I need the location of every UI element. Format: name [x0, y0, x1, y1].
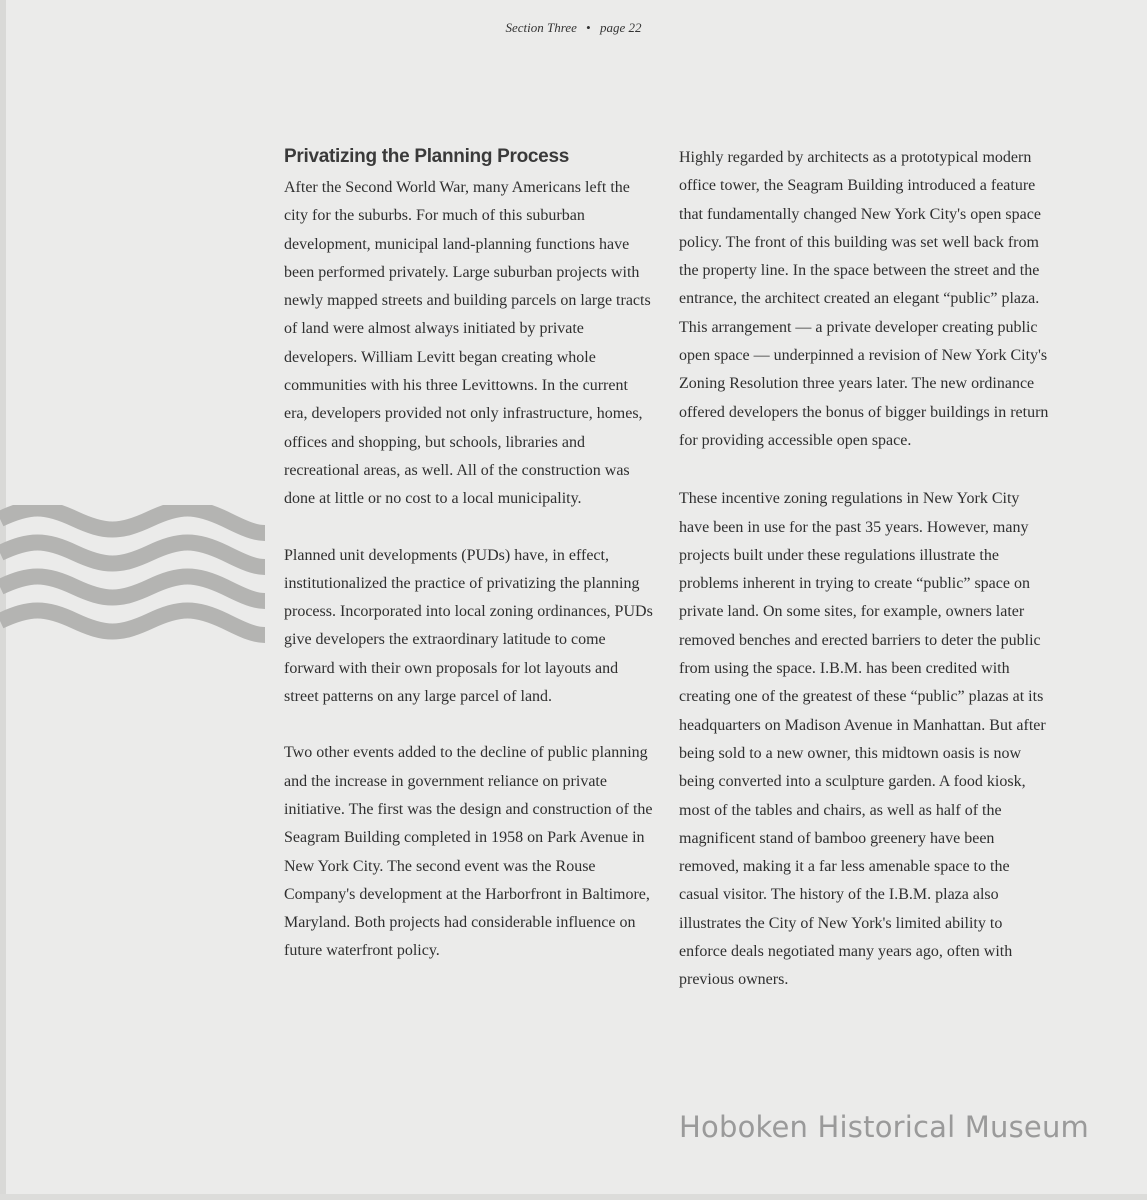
- section-heading: Privatizing the Planning Process: [284, 146, 569, 167]
- separator-bullet: •: [586, 20, 591, 35]
- wave-line: [0, 577, 265, 602]
- right-column: [679, 144, 1049, 995]
- section-label: Section Three: [505, 20, 577, 35]
- left-column: [284, 146, 654, 966]
- wave-line: [0, 611, 265, 636]
- wave-line: [0, 543, 265, 568]
- page-bottom-edge: [0, 1194, 1147, 1200]
- body-paragraph: These incentive zoning regulations in New York City have been in use for the past 35 years. However, many projects built under these regulations illustrate the problems inherent in trying to create “public” space on private land. On some sites, for example, owners later removed benches and erected barriers to deter the public from using the space. I.B.M. has been credited with creating one of the greatest of these “public” plazas at its headquarters on Madison Avenue in Manhattan. But after being sold to a new owner, this midtown oasis is now being converted into a sculpture garden. A food kiosk, most of the tables and chairs, as well as half of the magnificent stand of bamboo greenery have been removed, making it a far less amenable space to the casual visitor. The history of the I.B.M. plaza also illustrates the City of New York's limited ability to enforce deals negotiated many years ago, often with previous owners.: [679, 490, 1046, 989]
- museum-watermark: Hoboken Historical Museum: [679, 1110, 1089, 1144]
- page-number: page 22: [599, 20, 642, 35]
- wave-line: [0, 509, 265, 534]
- running-head: [0, 20, 1147, 36]
- body-paragraph: Two other events added to the decline of public planning and the increase in government reliance on private initiative. The first was the design and construction of the Seagram Building completed in 1958 on Park Avenue in New York City. The second event was the Rouse Company's development at the Harborfront in Baltimore, Maryland. Both projects had considerable influence on future waterfront policy.: [284, 744, 653, 960]
- body-paragraph: Highly regarded by architects as a prototypical modern office tower, the Seagram Building introduced a feature that fundamentally changed New York City's open space policy. The front of this building was set well back from the property line. In the space between the street and the entrance, the architect created an elegant “public” plaza. This arrangement — a private developer creating public open space — underpinned a revision of New York City's Zoning Resolution three years later. The new ordinance offered developers the bonus of bigger buildings in return for providing accessible open space.: [679, 149, 1049, 449]
- body-paragraph: After the Second World War, many Americans left the city for the suburbs. For much of this suburban development, municipal land-planning functions have been performed privately. Large suburban projects with newly mapped streets and building parcels on large tracts of land were almost always initiated by private developers. William Levitt began creating whole communities with his three Levittowns. In the current era, developers provided not only infrastructure, homes, offices and shopping, but schools, libraries and recreational areas, as well. All of the construction was done at little or no cost to a local municipality.: [284, 179, 651, 508]
- wave-decoration: [0, 505, 270, 665]
- body-paragraph: Planned unit developments (PUDs) have, in effect, institutionalized the practice of privatizing the planning process. Incorporated into local zoning ordinances, PUDs give developers the extraordinary latitude to come forward with their own proposals for lot layouts and street patterns on any large parcel of land.: [284, 546, 653, 706]
